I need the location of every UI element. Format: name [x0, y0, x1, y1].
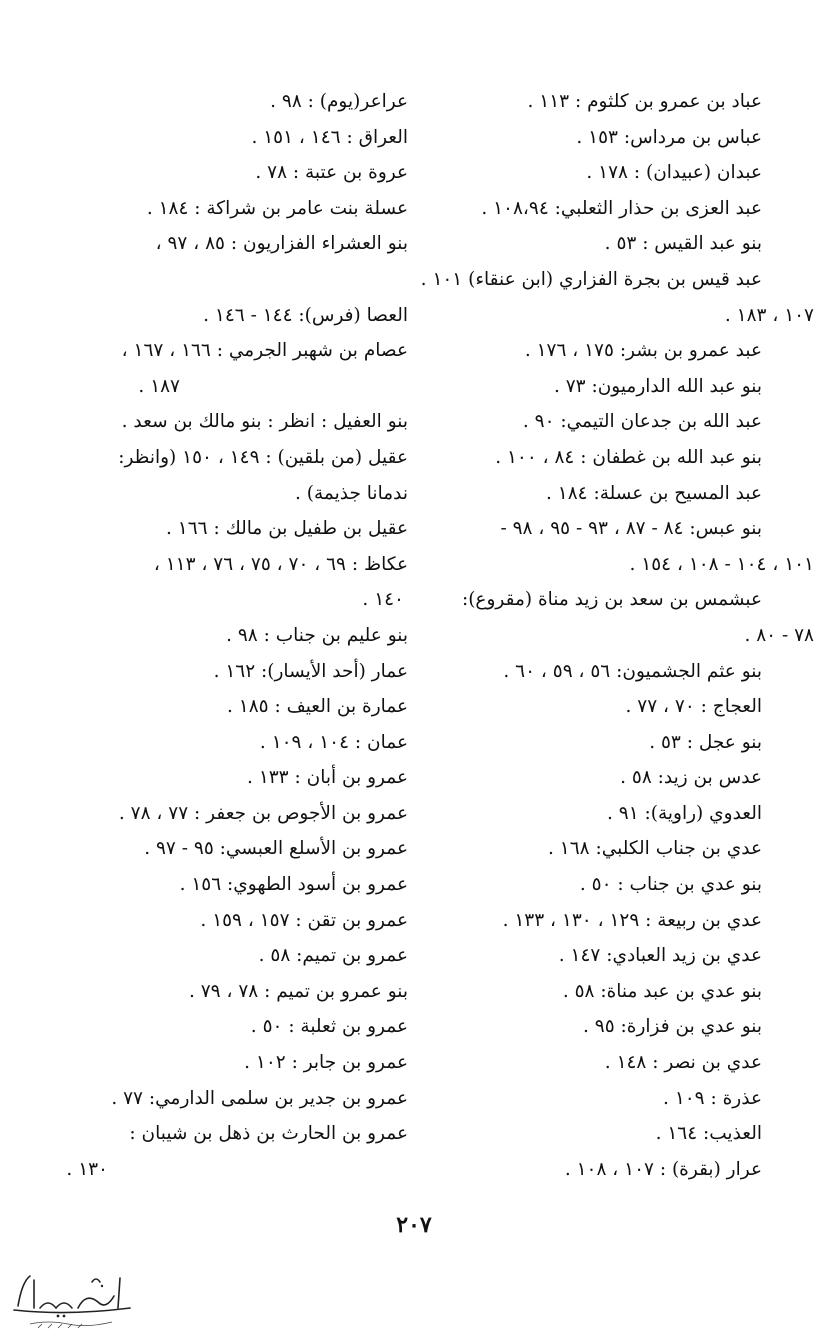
- index-entry-blank: [36, 262, 408, 298]
- index-entry-continuation: ١٤٠ .: [362, 589, 404, 611]
- index-entry: العراق : ١٤٦ ، ١٥١ .: [251, 126, 408, 148]
- index-entry-continuation: ١٣٠ .: [66, 1158, 108, 1180]
- index-entry: عمرو بن جابر : ١٠٢ .: [244, 1052, 408, 1074]
- index-entry: عروة بن عتبة : ٧٨ .: [255, 162, 408, 184]
- index-column-left: [36, 84, 408, 1187]
- index-entry: بنو عدي بن عبد مناة: ٥٨ .: [562, 980, 762, 1002]
- index-entry-continuation: ١٠١ ، ١٠٤ - ١٠٨ ، ١٥٤ .: [629, 553, 814, 575]
- index-entry: عسلة بنت عامر بن شراكة : ١٨٤ .: [146, 197, 408, 219]
- index-entry: عذرة : ١٠٩ .: [663, 1087, 762, 1109]
- index-entry: العصا (فرس): ١٤٤ - ١٤٦ .: [203, 304, 408, 326]
- index-entry: عمرو بن جدير بن سلمى الدارمي: ٧٧ .: [111, 1087, 408, 1109]
- index-entry: عقيل بن طفيل بن مالك : ١٦٦ .: [166, 518, 408, 540]
- index-entry: بنو عبس: ٨٤ - ٨٧ ، ٩٣ - ٩٥ ، ٩٨ -: [500, 518, 762, 540]
- index-entry-continuation: ١٨٧ .: [138, 375, 180, 397]
- index-entry: عبدان (عبيدان) : ١٧٨ .: [586, 162, 762, 184]
- index-entry: عكاظ : ٦٩ ، ٧٠ ، ٧٥ ، ٧٦ ، ١١٣ ،: [153, 553, 408, 575]
- index-entry: العدوي (راوية): ٩١ .: [607, 802, 762, 824]
- index-entry: عمرو بن الحارث بن ذهل بن شيبان :: [129, 1123, 408, 1145]
- index-entry: عباد بن عمرو بن كلثوم : ١١٣ .: [527, 91, 762, 112]
- index-entry: عدي بن جناب الكلبي: ١٦٨ .: [548, 838, 762, 860]
- index-entry: عبد العزى بن حذار الثعلبي: ١٠٨،٩٤ .: [481, 197, 762, 219]
- index-entry: عقيل (من بلقين) : ١٤٩ ، ١٥٠ (وانظر:: [118, 446, 408, 468]
- index-entry: عمرو بن تميم: ٥٨ .: [258, 945, 408, 967]
- index-entry: بنو عبد الله الدارميون: ٧٣ .: [553, 375, 762, 397]
- library-stamp-logo: [8, 1262, 138, 1334]
- index-entry: عمرو بن الأسلع العبسي: ٩٥ - ٩٧ .: [144, 838, 408, 860]
- index-entry: بنو عدي بن جناب : ٥٠ .: [579, 874, 762, 896]
- index-entry: عمرو بن ثعلبة : ٥٠ .: [250, 1016, 408, 1038]
- index-entry: بنو عثم الجشميون: ٥٦ ، ٥٩ ، ٦٠ .: [503, 660, 762, 682]
- index-entry: عبد الله بن جدعان التيمي: ٩٠ .: [522, 411, 762, 433]
- index-entry: عبشمس بن سعد بن زيد مناة (مقروع):: [461, 589, 762, 611]
- index-entry: بنو عبد القيس : ٥٣ .: [604, 233, 762, 255]
- index-entry: عمان : ١٠٤ ، ١٠٩ .: [259, 731, 408, 753]
- index-entry: عمرو بن الأجوص بن جعفر : ٧٧ ، ٧٨ .: [118, 802, 408, 824]
- page-number: ٢٠٧: [396, 1212, 432, 1238]
- index-entry: بنو عليم بن جناب : ٩٨ .: [226, 624, 408, 646]
- index-entry: بنو عبد الله بن غطفان : ٨٤ ، ١٠٠ .: [495, 446, 762, 468]
- index-entry: عمرو بن أبان : ١٣٣ .: [247, 767, 408, 789]
- index-entry-continuation: ١٠٧ ، ١٨٣ .: [724, 304, 814, 326]
- index-entry: عدس بن زيد: ٥٨ .: [620, 767, 762, 789]
- index-entry: عمار (أحد الأيسار): ١٦٢ .: [213, 660, 408, 682]
- index-entry: عراعر(يوم) : ٩٨ .: [270, 91, 408, 112]
- index-entry-continuation: ٧٨ - ٨٠ .: [744, 624, 814, 646]
- index-entry: العجاج : ٧٠ ، ٧٧ .: [625, 696, 762, 718]
- index-entry: عرار (بقرة) : ١٠٧ ، ١٠٨ .: [564, 1158, 762, 1180]
- index-entry: عدي بن زيد العبادي: ١٤٧ .: [558, 945, 762, 967]
- index-entry: عباس بن مرداس: ١٥٣ .: [576, 126, 762, 148]
- index-entry: عصام بن شهبر الجرمي : ١٦٦ ، ١٦٧ ،: [121, 340, 408, 362]
- index-entry: عمرو بن أسود الطهوي: ١٥٦ .: [179, 874, 408, 896]
- index-entry: بنو العشراء الفزاريون : ٨٥ ، ٩٧ ،: [155, 233, 408, 255]
- index-entry: عمرو بن تقن : ١٥٧ ، ١٥٩ .: [200, 909, 408, 931]
- index-entry: عبد عمرو بن بشر: ١٧٥ ، ١٧٦ .: [524, 340, 762, 362]
- index-entry: عبد قيس بن بجرة الفزاري (ابن عنقاء) ١٠١ .: [420, 268, 762, 290]
- index-entry: عدي بن نصر : ١٤٨ .: [604, 1052, 762, 1074]
- index-entry: عدي بن ربيعة : ١٢٩ ، ١٣٠ ، ١٣٣ .: [502, 909, 762, 931]
- index-entry: عبد المسيح بن عسلة: ١٨٤ .: [546, 482, 762, 504]
- index-entry-continuation: ندمانا جذيمة) .: [295, 482, 408, 504]
- index-entry: بنو عجل : ٥٣ .: [649, 731, 762, 753]
- index-entry: العذيب: ١٦٤ .: [655, 1123, 762, 1145]
- index-column-right: [390, 84, 814, 1187]
- index-entry: عمارة بن العيف : ١٨٥ .: [227, 696, 408, 718]
- index-entry: بنو عدي بن فزارة: ٩٥ .: [583, 1016, 762, 1038]
- index-entry: بنو عمرو بن تميم : ٧٨ ، ٧٩ .: [188, 980, 408, 1002]
- index-entry: بنو العفيل : انظر : بنو مالك بن سعد .: [121, 411, 408, 433]
